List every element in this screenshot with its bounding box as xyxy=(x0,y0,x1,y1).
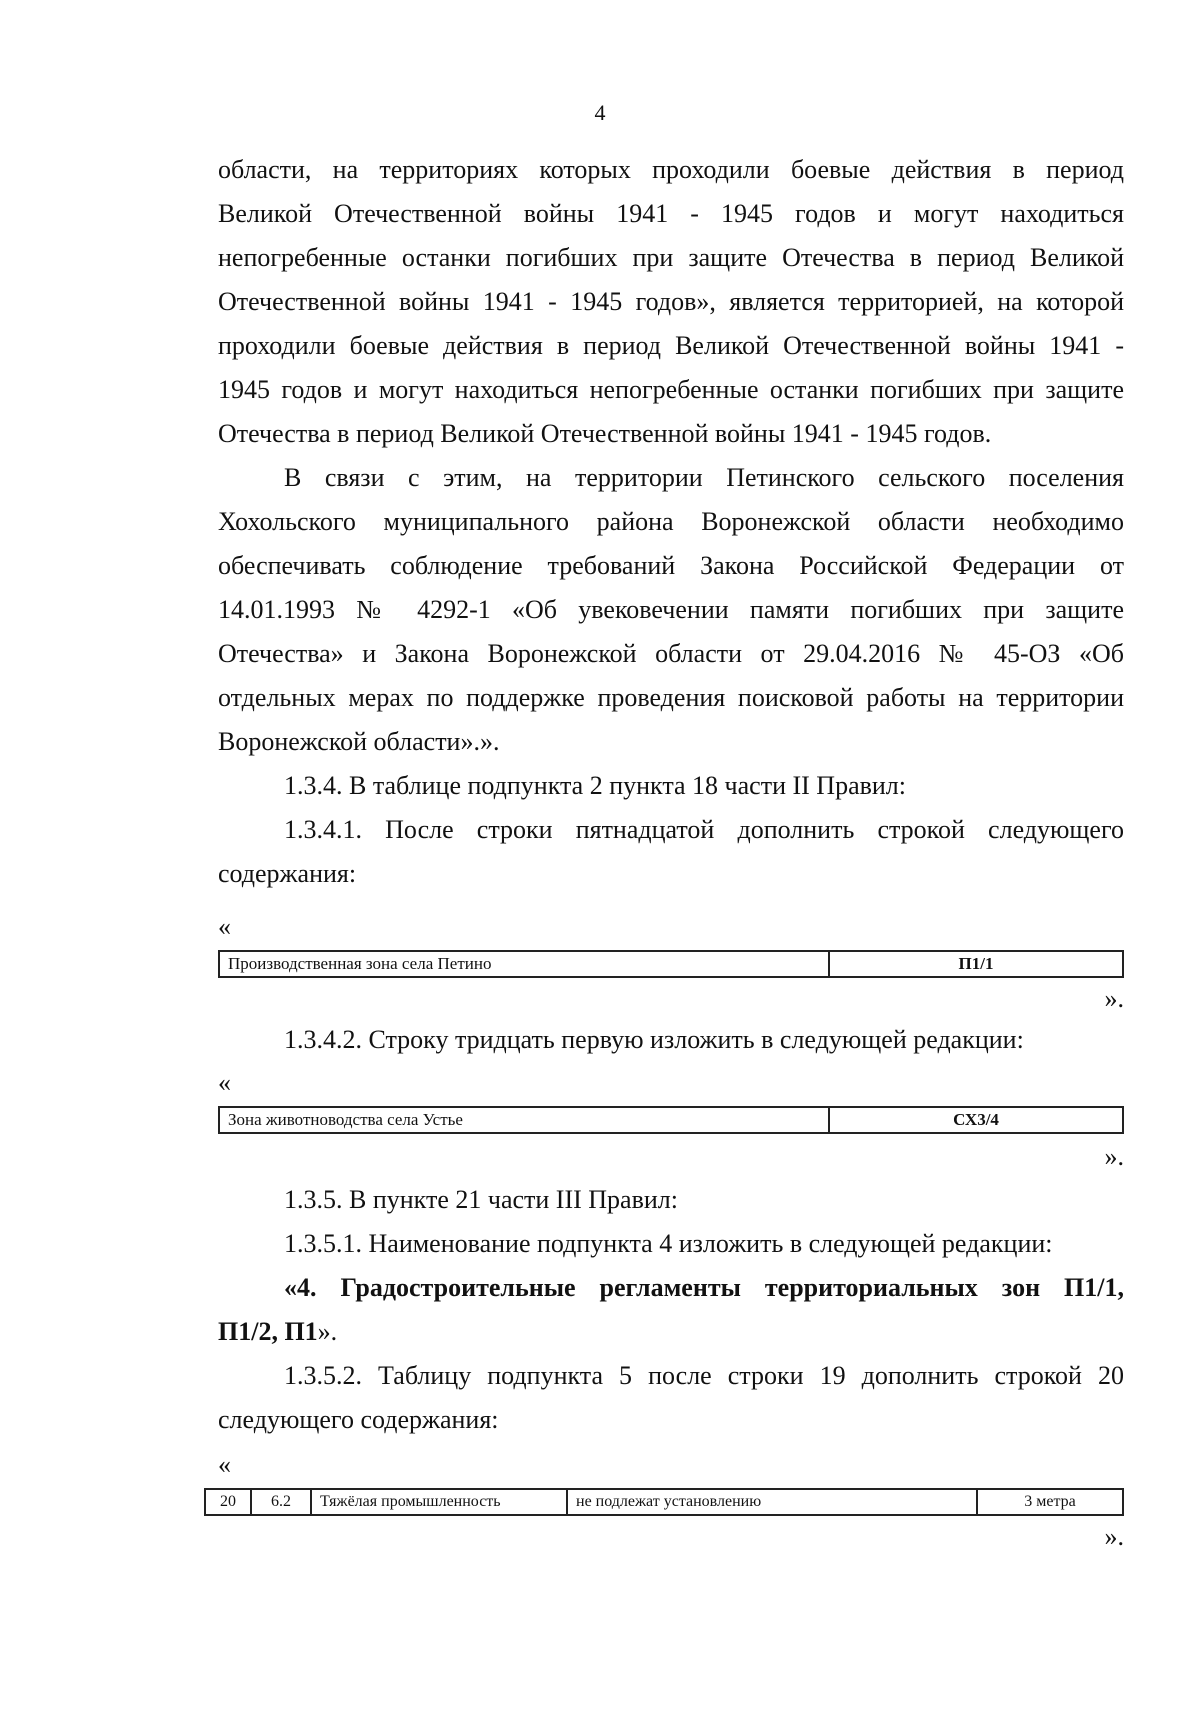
text-line: 1.3.5.2. Таблицу подпункта 5 после строки 19 дополнить строкой 20 xyxy=(284,1361,1124,1390)
text-line: Отечества в период Великой Отечественной войны 1941 - 1945 годов. xyxy=(218,419,992,448)
text-line: Хохольского муниципального района Воронежской области необходимо xyxy=(218,507,1124,536)
zone-name-cell: Производственная зона села Петино xyxy=(219,951,829,977)
close-quote: ». xyxy=(1104,1142,1124,1171)
paragraph-1-3-4-2 xyxy=(218,1018,1124,1062)
distance-cell: 3 метра xyxy=(977,1489,1123,1515)
text-line: 1945 годов и могут находиться непогребенные останки погибших при защите xyxy=(218,375,1124,404)
zone-code-cell: СХ3/4 xyxy=(829,1107,1123,1133)
zone-code-cell: П1/1 xyxy=(829,951,1123,977)
open-quote: « xyxy=(218,1450,231,1479)
table-row xyxy=(219,1107,1123,1133)
text-line: 1.3.5. В пункте 21 части III Правил: xyxy=(284,1185,678,1214)
text-line: 1.3.5.1. Наименование подпункта 4 изложить в следующей редакции: xyxy=(284,1229,1053,1258)
table-zone-ustye xyxy=(218,1106,1124,1134)
text-line: области, на территориях которых проходили боевые действия в период xyxy=(218,155,1124,184)
text-line: 14.01.1993 № 4292-1 «Об увековечении памяти погибших при защите xyxy=(218,595,1124,624)
paragraph-1-3-4 xyxy=(218,764,1124,808)
text-line: обеспечивать соблюдение требований Закона Российской Федерации от xyxy=(218,551,1124,580)
paragraph-1-3-5 xyxy=(218,1178,1124,1354)
text-line: 1.3.4.1. После строки пятнадцатой дополнить строкой следующего xyxy=(284,815,1124,844)
use-name-cell: Тяжёлая промышленность xyxy=(311,1489,567,1515)
text-line: Отечественной войны 1941 - 1945 годов», является территорией, на которой xyxy=(218,287,1124,316)
paragraph-1 xyxy=(218,148,1124,456)
bold-heading-line: «4. Градостроительные регламенты территориальных зон П1/1, xyxy=(284,1273,1124,1302)
text-line: содержания: xyxy=(218,859,357,888)
bold-heading-end: П1/2, П1 xyxy=(218,1317,318,1346)
zone-name-cell: Зона животноводства села Устье xyxy=(219,1107,829,1133)
text-line: проходили боевые действия в период Великой Отечественной войны 1941 - xyxy=(218,331,1124,360)
open-quote: « xyxy=(218,912,231,941)
page-number: 4 xyxy=(594,100,606,125)
text-line: Отечества» и Закона Воронежской области от 29.04.2016 № 45-ОЗ «Об xyxy=(218,639,1124,668)
paragraph-2 xyxy=(218,456,1124,764)
text-line: Воронежской области».». xyxy=(218,727,500,756)
text-line: 1.3.4. В таблице подпункта 2 пункта 18 части II Правил: xyxy=(284,771,907,800)
code-cell: 6.2 xyxy=(251,1489,311,1515)
row-number-cell: 20 xyxy=(205,1489,251,1515)
text-line: Великой Отечественной войны 1941 - 1945 годов и могут находиться xyxy=(218,199,1124,228)
text-line: следующего содержания: xyxy=(218,1405,499,1434)
text-line: непогребенные останки погибших при защите Отечества в период Великой xyxy=(218,243,1124,272)
text-line: В связи с этим, на территории Петинского сельского поселения xyxy=(284,463,1124,492)
close-quote: ». xyxy=(1104,984,1124,1013)
close-quote: ». xyxy=(1104,1522,1124,1551)
parameter-cell: не подлежат установлению xyxy=(567,1489,977,1515)
table-row xyxy=(219,951,1123,977)
text-line: 1.3.4.2. Строку тридцать первую изложить в следующей редакции: xyxy=(284,1025,1024,1054)
table-heavy-industry xyxy=(204,1488,1124,1516)
table-zone-petino xyxy=(218,950,1124,978)
table-row xyxy=(205,1489,1123,1515)
paragraph-1-3-5-2 xyxy=(218,1354,1124,1442)
heading-close-quote: ». xyxy=(317,1317,338,1346)
open-quote: « xyxy=(218,1068,231,1097)
paragraph-1-3-4-1 xyxy=(218,808,1124,896)
text-line xyxy=(218,1310,1124,1354)
text-line: отдельных мерах по поддержке проведения поисковой работы на территории xyxy=(218,683,1124,712)
